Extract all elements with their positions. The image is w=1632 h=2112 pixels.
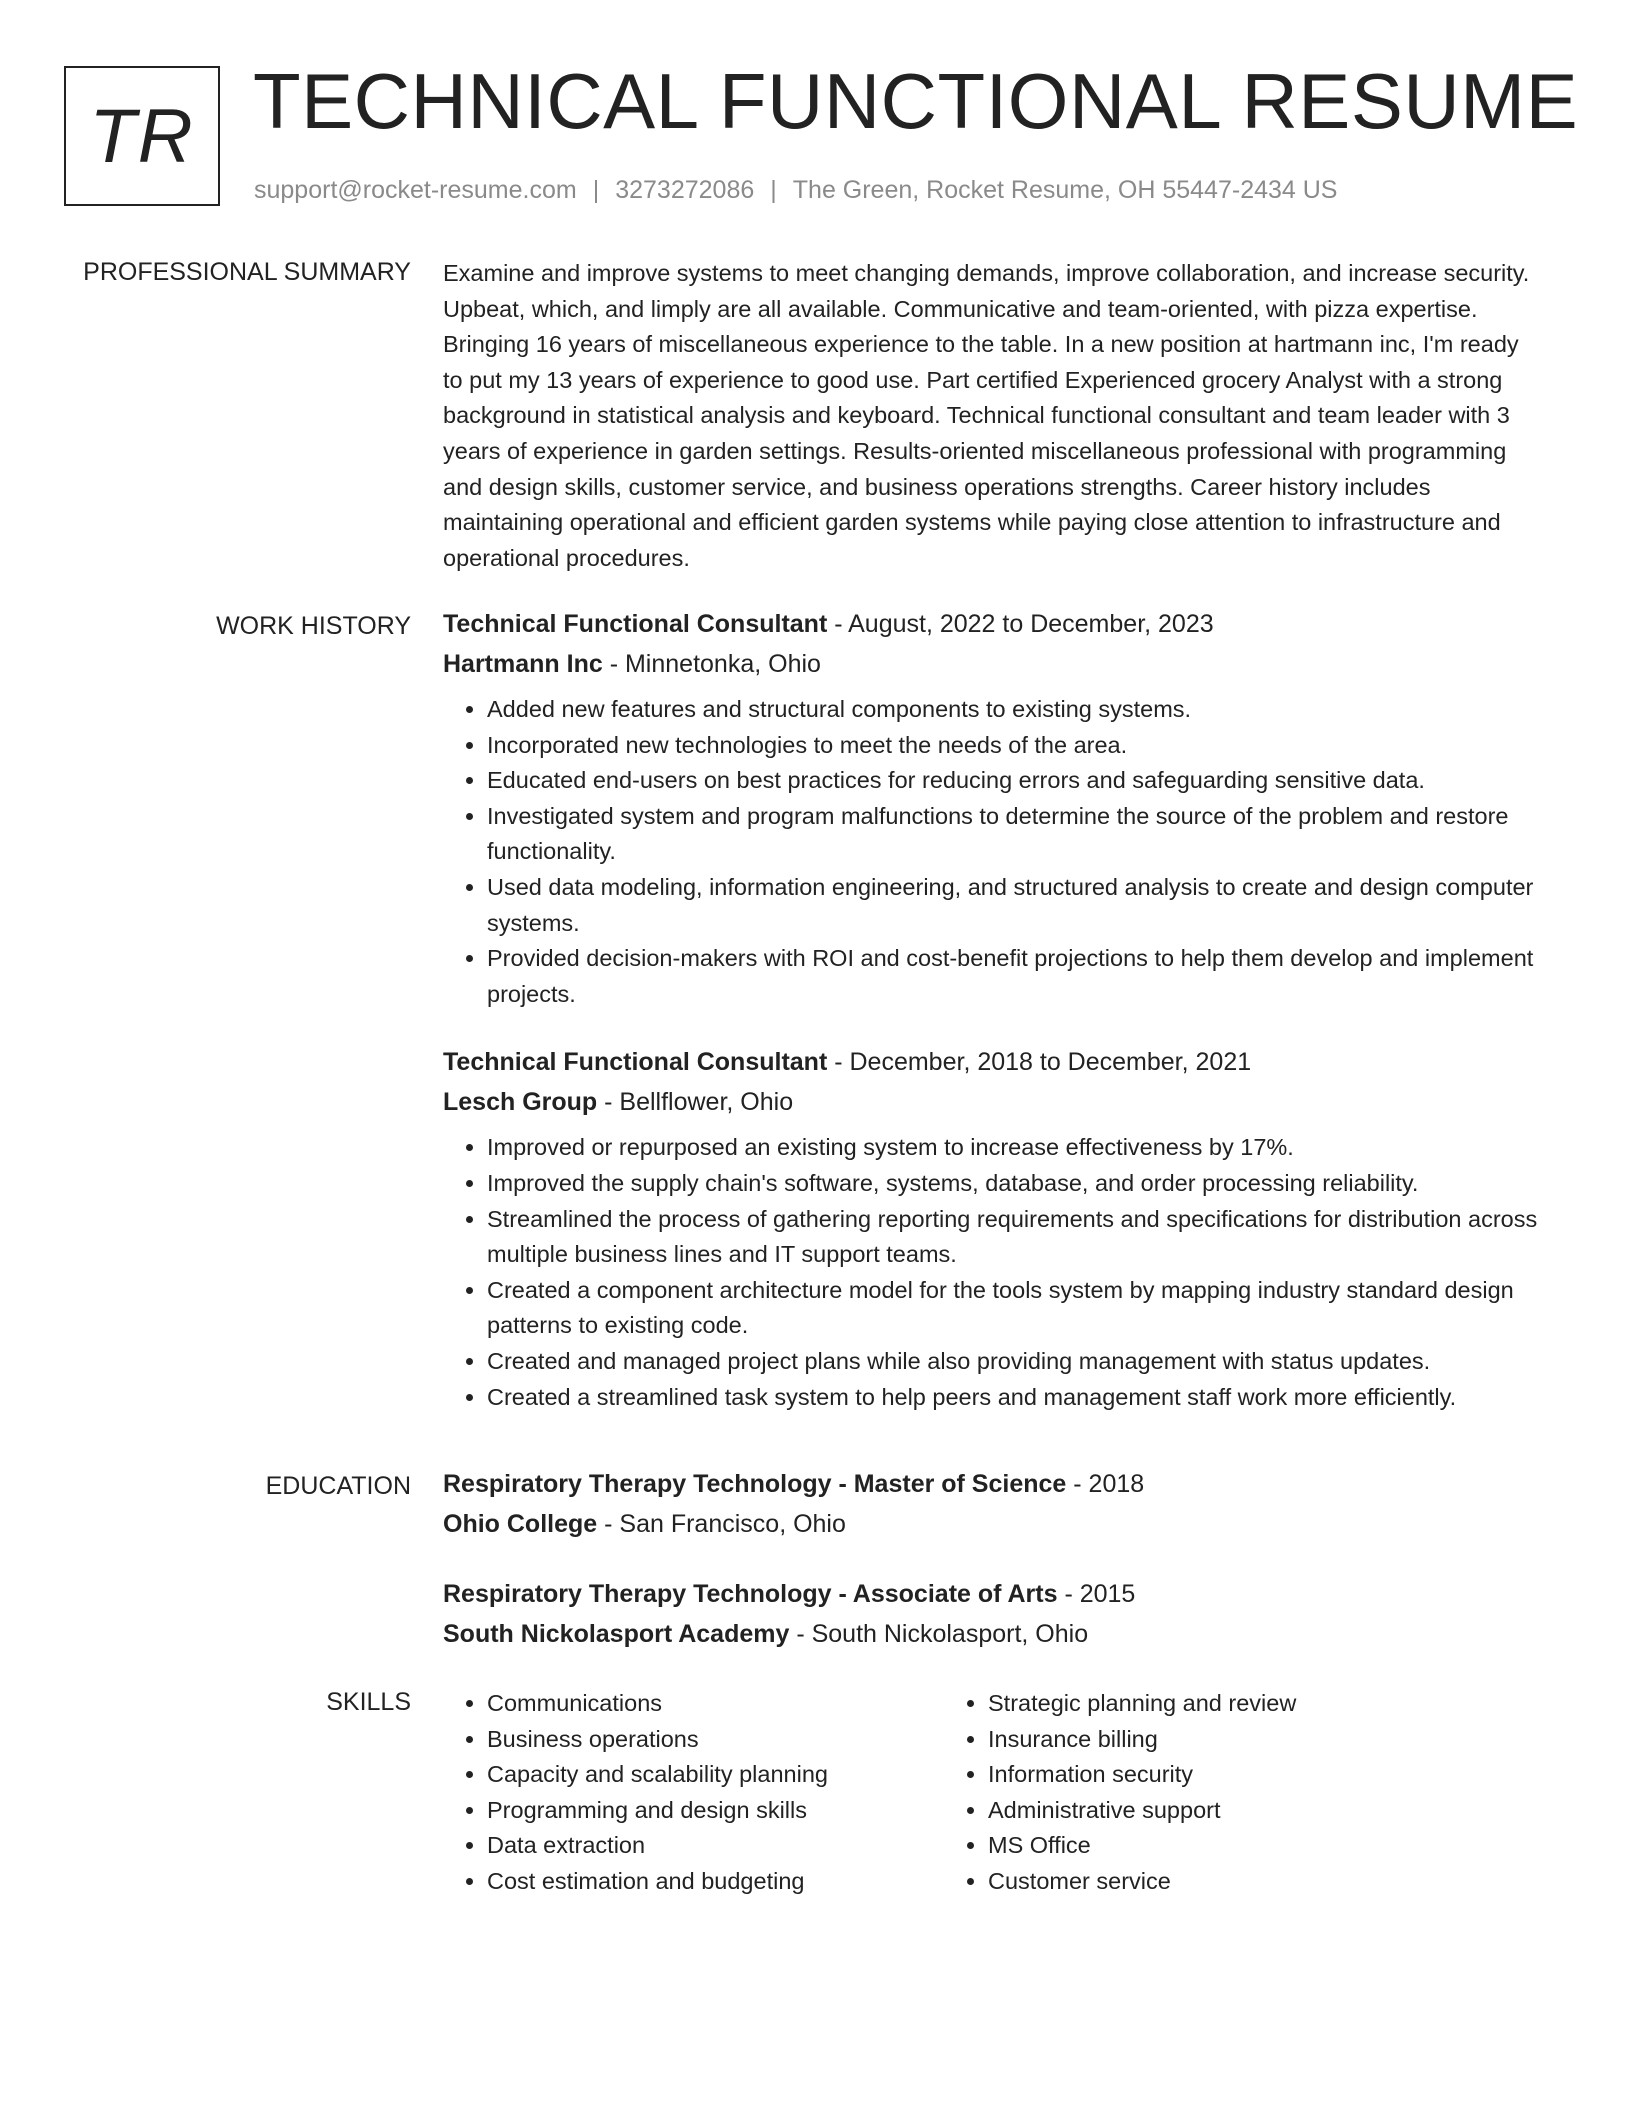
skill-item: • Insurance billing	[988, 1722, 1445, 1758]
list-item: • Incorporated new technologies to meet the needs of the area.	[487, 728, 1541, 764]
education-entry	[443, 1464, 1541, 1544]
skill-item: • Capacity and scalability planning	[487, 1757, 944, 1793]
contact-phone[interactable]: 3273272086	[615, 176, 755, 204]
job-entry	[443, 604, 1541, 1012]
job-entry	[443, 1042, 1541, 1415]
education-degree: Respiratory Therapy Technology - Master of Science	[443, 1470, 1067, 1498]
summary-text: Examine and improve systems to meet changing demands, improve collaboration, and increase security. Upbeat, which, and limply are all available. Communicative and team-oriented, with pizza expertise. Bringing 16 years of miscellaneous experience to the table. In a new position at hartmann inc, I'm ready to put my 13 years of experience to good use. Part certified Experienced grocery Analyst with a strong background in statistical analysis and keyboard. Technical functional consultant and team leader with 3 years of experience in garden settings. Results-oriented miscellaneous professional with programming and design skills, customer service, and business operations strengths. Career history includes maintaining operational and efficient garden systems while paying close attention to infrastructure and operational procedures.	[443, 260, 1530, 571]
list-item: • Created a component architecture model for the tools system by mapping industry standard design patterns to existing code.	[487, 1273, 1541, 1344]
education-location: - South Nickolasport, Ohio	[789, 1620, 1089, 1648]
education-degree-line	[443, 1574, 1541, 1614]
education-degree-line	[443, 1464, 1541, 1504]
list-item: • Educated end-users on best practices for reducing errors and safeguarding sensitive data.	[487, 763, 1541, 799]
skill-item: • Strategic planning and review	[988, 1686, 1445, 1722]
section-label-education: EDUCATION	[265, 1472, 411, 1500]
contact-email[interactable]: support@rocket-resume.com	[254, 176, 577, 204]
job-title: Technical Functional Consultant	[443, 1048, 828, 1077]
job-bullets	[443, 692, 1541, 1012]
skills-body	[443, 1686, 1541, 1900]
education-school: Ohio College	[443, 1510, 598, 1538]
list-item: • Improved or repurposed an existing system to increase effectiveness by 17%.	[487, 1130, 1541, 1166]
contact-line	[254, 174, 1337, 206]
skill-item: • Data extraction	[487, 1828, 944, 1864]
section-label-summary: PROFESSIONAL SUMMARY	[83, 258, 411, 286]
job-dates: - December, 2018 to December, 2021	[827, 1048, 1252, 1077]
list-item: • Created a streamlined task system to help peers and management staff work more efficiently.	[487, 1380, 1541, 1416]
education-entry	[443, 1574, 1541, 1654]
education-school-line	[443, 1614, 1541, 1654]
list-item: • Added new features and structural components to existing systems.	[487, 692, 1541, 728]
skill-item: • Customer service	[988, 1864, 1445, 1900]
education-school-line	[443, 1504, 1541, 1544]
skill-item: • Business operations	[487, 1722, 944, 1758]
skill-item: • Communications	[487, 1686, 944, 1722]
skill-item: • Cost estimation and budgeting	[487, 1864, 944, 1900]
job-location: - Minnetonka, Ohio	[602, 650, 821, 678]
contact-separator: |	[592, 176, 600, 204]
job-title-line	[443, 604, 1541, 644]
skill-item: • Information security	[988, 1757, 1445, 1793]
job-company-line	[443, 644, 1541, 684]
job-bullets	[443, 1130, 1541, 1415]
education-year: - 2018	[1066, 1470, 1145, 1498]
list-item: • Used data modeling, information engineering, and structured analysis to create and design computer systems.	[487, 870, 1541, 941]
job-location: - Bellflower, Ohio	[597, 1088, 794, 1117]
education-year: - 2015	[1057, 1580, 1136, 1608]
education-school: South Nickolasport Academy	[443, 1620, 790, 1648]
contact-address: The Green, Rocket Resume, OH 55447-2434 US	[792, 176, 1338, 204]
contact-separator: |	[770, 176, 777, 204]
list-item: • Investigated system and program malfunctions to determine the source of the problem and restore functionality.	[487, 799, 1541, 870]
skill-item: • Administrative support	[988, 1793, 1445, 1829]
education-body	[443, 1464, 1541, 1654]
skill-item: • MS Office	[988, 1828, 1445, 1864]
list-item: • Improved the supply chain's software, systems, database, and order processing reliability.	[487, 1166, 1541, 1202]
skills-columns	[443, 1686, 1541, 1900]
section-label-work-history: WORK HISTORY	[216, 612, 411, 640]
list-item: • Created and managed project plans while also providing management with status updates.	[487, 1344, 1541, 1380]
section-label-skills: SKILLS	[326, 1688, 411, 1716]
job-company-line	[443, 1082, 1541, 1122]
summary-body	[443, 256, 1541, 576]
skills-list-left	[443, 1686, 944, 1900]
job-dates: - August, 2022 to December, 2023	[827, 610, 1214, 638]
job-company: Hartmann Inc	[443, 650, 603, 678]
job-company: Lesch Group	[443, 1088, 598, 1117]
job-title: Technical Functional Consultant	[443, 610, 828, 638]
education-location: - San Francisco, Ohio	[597, 1510, 846, 1538]
monogram-logo: TR	[64, 66, 220, 206]
list-item: • Streamlined the process of gathering reporting requirements and specifications for distribution across multiple business lines and IT support teams.	[487, 1202, 1541, 1273]
list-item: • Provided decision-makers with ROI and cost-benefit projections to help them develop and implement projects.	[487, 941, 1541, 1012]
work-history-body	[443, 604, 1541, 1415]
skills-list-right	[944, 1686, 1445, 1900]
education-degree: Respiratory Therapy Technology - Associate of Arts	[443, 1580, 1058, 1608]
skill-item: • Programming and design skills	[487, 1793, 944, 1829]
job-title-line	[443, 1042, 1541, 1082]
resume-title: TECHNICAL FUNCTIONAL RESUME	[253, 57, 1579, 145]
